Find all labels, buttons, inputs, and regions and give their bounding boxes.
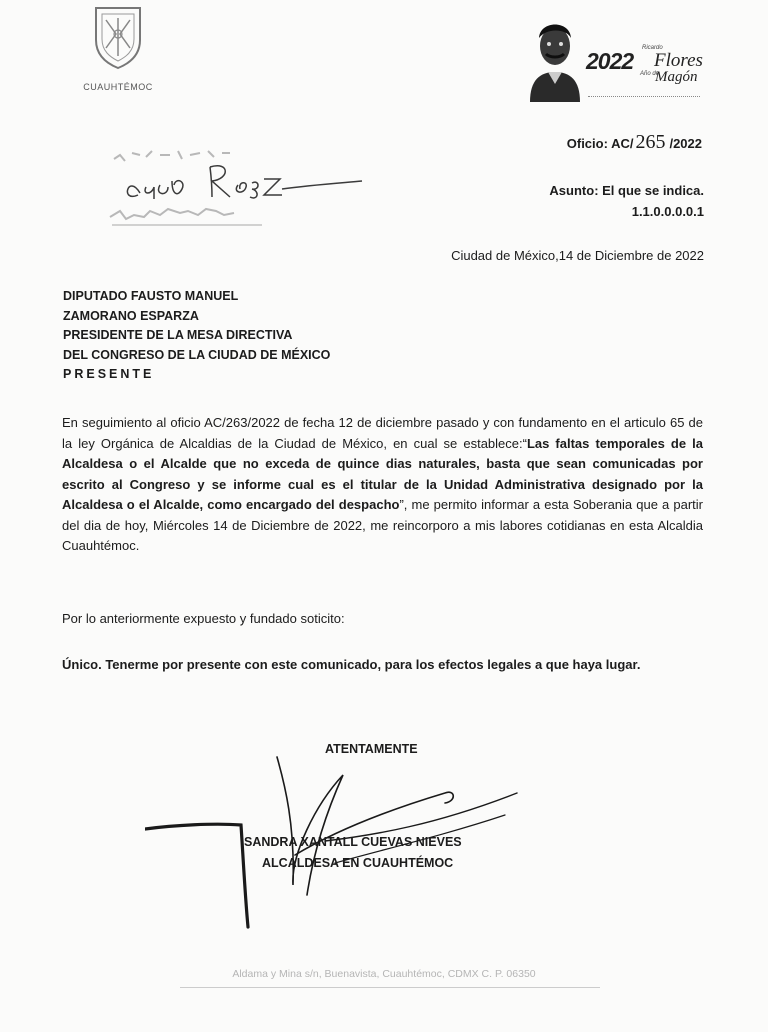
logo-rule: [588, 96, 700, 99]
codigo: 1.1.0.0.0.0.1: [631, 204, 704, 219]
logo-pre-name: Ricardo: [642, 45, 663, 51]
signer-block: [244, 832, 462, 874]
p1-intro: En seguimiento al oficio AC/263/2022 de fecha 12 de diciembre pasado y con fundamento en el articulo 65 de la ley Orgánica de Alcaldias de la Ciudad de México, en cual se establece:“: [62, 415, 703, 451]
received-stamp: [100, 145, 380, 240]
fecha: Ciudad de México,14 de Diciembre de 2022: [451, 248, 704, 263]
body-paragraph-3: Único. Tenerme por presente con este comunicado, para los efectos legales a que haya lugar.: [62, 657, 641, 672]
addressee-line: PRESIDENTE DE LA MESA DIRECTIVA: [63, 328, 293, 342]
signer-name: SANDRA XANTALL CUEVAS NIEVES: [244, 835, 462, 849]
oficio-prefix: AC/: [611, 136, 634, 151]
oficio-label: Oficio:: [566, 136, 608, 151]
signer-title: ALCALDESA EN CUAUHTÉMOC: [262, 856, 454, 870]
logo-year: 2022: [586, 48, 634, 74]
asunto: Asunto: El que se indica.: [549, 183, 704, 198]
addressee-presente: PRESENTE: [63, 367, 155, 381]
oficio-handwritten-number: 265: [635, 131, 666, 153]
handwritten-initials: [127, 166, 362, 199]
flores-magon-logo: [524, 14, 708, 104]
closing-atentamente: ATENTAMENTE: [325, 742, 418, 756]
footer-rule: [180, 987, 600, 988]
portrait-icon: [524, 14, 586, 102]
logo-name-line2: Magón: [655, 69, 698, 85]
addressee-block: [63, 287, 330, 385]
logo-pre-surname: Año de: [640, 71, 660, 77]
p1-end: ”, me permito informar a esta Soberania que a partir del dia de hoy, Miércoles 14 de Diciembre de 2022, me reincorporo a mis labores cotidianas en esta Alcaldia Cuauhtémoc.: [62, 497, 703, 553]
oficio-number: [567, 131, 702, 154]
cuauhtemoc-logo: [70, 6, 166, 104]
addressee-line: ZAMORANO ESPARZA: [63, 308, 199, 323]
body-paragraph-1: [62, 413, 703, 557]
p1-quote: Las faltas temporales de la Alcaldesa o el Alcalde que no exceda de quince dias naturales, basta que sean comunicadas por escrito al Congreso y se informe cual es el titular de la Unidad Administrativa designado por la Alcaldesa o el Alcalde, como encargado del despacho: [62, 435, 704, 512]
body-paragraph-2: Por lo anteriormente expuesto y fundado soticito:: [62, 611, 345, 626]
addressee-line: DEL CONGRESO DE LA CIUDAD DE MÉXICO: [63, 347, 331, 362]
coat-of-arms-icon: [92, 6, 144, 70]
footer-address: Aldama y Mina s/n, Buenavista, Cuauhtémoc, CDMX C. P. 06350: [232, 968, 536, 980]
logo-left-name: CUAUHTÉMOC: [83, 82, 153, 92]
oficio-year: /2022: [669, 136, 702, 151]
logo-name-line1: Flores: [654, 50, 703, 71]
addressee-line: DIPUTADO FAUSTO MANUEL: [63, 289, 239, 303]
